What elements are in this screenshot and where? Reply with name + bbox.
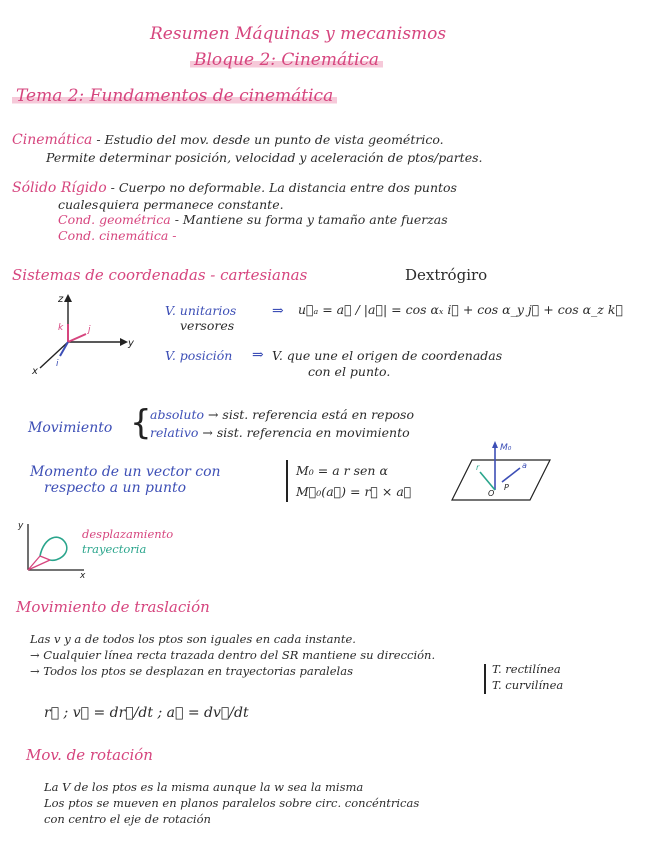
a-vector xyxy=(502,468,520,482)
traslacion-text2: → Cualquier línea recta trazada dentro del SR mantiene su dirección. xyxy=(30,648,436,662)
momento-formula2: M⃗₀(a⃗) = r⃗ × a⃗ xyxy=(296,484,412,499)
solido-line2: cualesquiera permanece constante. xyxy=(58,197,284,212)
cond-cinematica: Cond. cinemática - xyxy=(58,228,177,243)
block-title: Bloque 2: Cinemática xyxy=(190,50,383,70)
rotacion-text3: con centro el eje de rotación xyxy=(44,812,211,826)
document-title: Resumen Máquinas y mecanismos xyxy=(150,24,447,44)
traslacion-text1: Las v y a de todos los ptos son iguales en cada instante. xyxy=(30,632,356,646)
r-vector xyxy=(480,472,495,490)
plane-shape xyxy=(452,460,550,500)
z-arrow-icon xyxy=(64,294,72,302)
m0-arrow-icon xyxy=(492,441,498,448)
cinematica-line1: - Estudio del mov. desde un punto de vista geométrico. xyxy=(96,132,444,147)
cond-geometrica xyxy=(58,212,448,227)
traj-x-label: x xyxy=(80,571,86,578)
x-label: x xyxy=(32,366,38,377)
trajectory-diagram xyxy=(10,516,90,578)
unitarios-formula: u⃗ₐ = a⃗ / |a⃗| = cos αₓ i⃗ + cos α_y j⃗ + cos α_z k⃗ xyxy=(298,302,623,317)
rotacion-heading: Mov. de rotación xyxy=(26,746,153,764)
posicion-arrow-icon: ⇒ xyxy=(252,347,264,363)
momento-label1: Momento de un vector con xyxy=(30,464,221,480)
posicion-text1: V. que une el origen de coordenadas xyxy=(272,348,503,363)
j-vector xyxy=(68,334,86,342)
topic-title: Tema 2: Fundamentos de cinemática xyxy=(12,86,337,106)
momento-divider xyxy=(286,460,288,502)
cond-geometrica-term: Cond. geométrica xyxy=(58,212,171,227)
movimiento-absoluto xyxy=(150,407,414,422)
traslacion-divider xyxy=(484,664,486,694)
posicion-text2: con el punto. xyxy=(308,364,391,379)
y-arrow-icon xyxy=(120,338,128,346)
relativo-term: relativo xyxy=(150,425,199,440)
absoluto-term: absoluto xyxy=(150,407,204,422)
x-axis xyxy=(40,342,68,368)
unitarios-label: V. unitarios xyxy=(165,303,237,318)
trajectory-curve xyxy=(40,537,67,560)
relativo-text: → sist. referencia en movimiento xyxy=(202,425,410,440)
cinematica-line2: Permite determinar posición, velocidad y aceleración de ptos/partes. xyxy=(46,150,483,165)
rotacion-text1: La V de los ptos es la misma aunque la w sea la misma xyxy=(44,780,364,794)
moment-plane-diagram xyxy=(450,440,560,515)
t-curvilinea: T. curvilínea xyxy=(492,678,564,692)
r2-vector xyxy=(28,560,50,570)
o-label: O xyxy=(488,489,495,498)
axes-diagram xyxy=(28,290,148,380)
traslacion-formula: r⃗ ; v⃗ = dr⃗/dt ; a⃗ = dv⃗/dt xyxy=(44,705,249,721)
desplazamiento-label: desplazamiento xyxy=(82,527,174,541)
cinematica-def xyxy=(12,132,444,148)
t-rectilinea: T. rectilínea xyxy=(492,662,561,676)
traj-y-label: y xyxy=(18,521,24,531)
movimiento-relativo xyxy=(150,425,410,440)
solido-line1: - Cuerpo no deformable. La distancia entre dos puntos xyxy=(110,180,457,195)
movimiento-label: Movimiento xyxy=(28,420,113,436)
unitarios-arrow-icon: ⇒ xyxy=(272,303,284,319)
cinematica-term: Cinemática xyxy=(12,132,93,148)
displacement-vector xyxy=(40,556,50,560)
solido-term: Sólido Rígido xyxy=(12,180,107,196)
momento-label2: respecto a un punto xyxy=(44,480,187,496)
absoluto-text: → sist. referencia está en reposo xyxy=(207,407,414,422)
trayectoria-label: trayectoria xyxy=(82,542,147,556)
rotacion-text2: Los ptos se mueven en planos paralelos sobre circ. concéntricas xyxy=(44,796,420,810)
dextrogiro-label: Dextrógiro xyxy=(405,266,488,284)
i-label: i xyxy=(56,359,59,369)
versores-label: versores xyxy=(180,318,235,333)
cond-geometrica-text: - Mantiene su forma y tamaño ante fuerzas xyxy=(174,212,448,227)
p-label: P xyxy=(504,483,509,492)
k-label: k xyxy=(58,323,64,333)
brace-icon: { xyxy=(130,403,152,443)
z-label: z xyxy=(58,294,64,305)
solido-def xyxy=(12,180,457,196)
j-label: j xyxy=(88,325,91,335)
traslacion-heading: Movimiento de traslación xyxy=(16,598,210,616)
traslacion-text3: → Todos los ptos se desplazan en trayectorias paralelas xyxy=(30,664,353,678)
r-label: r xyxy=(476,463,480,472)
y-label: y xyxy=(128,338,134,349)
posicion-label: V. posición xyxy=(165,348,233,363)
coordenadas-heading: Sistemas de coordenadas - cartesianas xyxy=(12,266,308,284)
a-label: a xyxy=(522,461,527,470)
momento-formula1: M₀ = a r sen α xyxy=(296,463,388,478)
m0-label: M₀ xyxy=(500,443,512,453)
